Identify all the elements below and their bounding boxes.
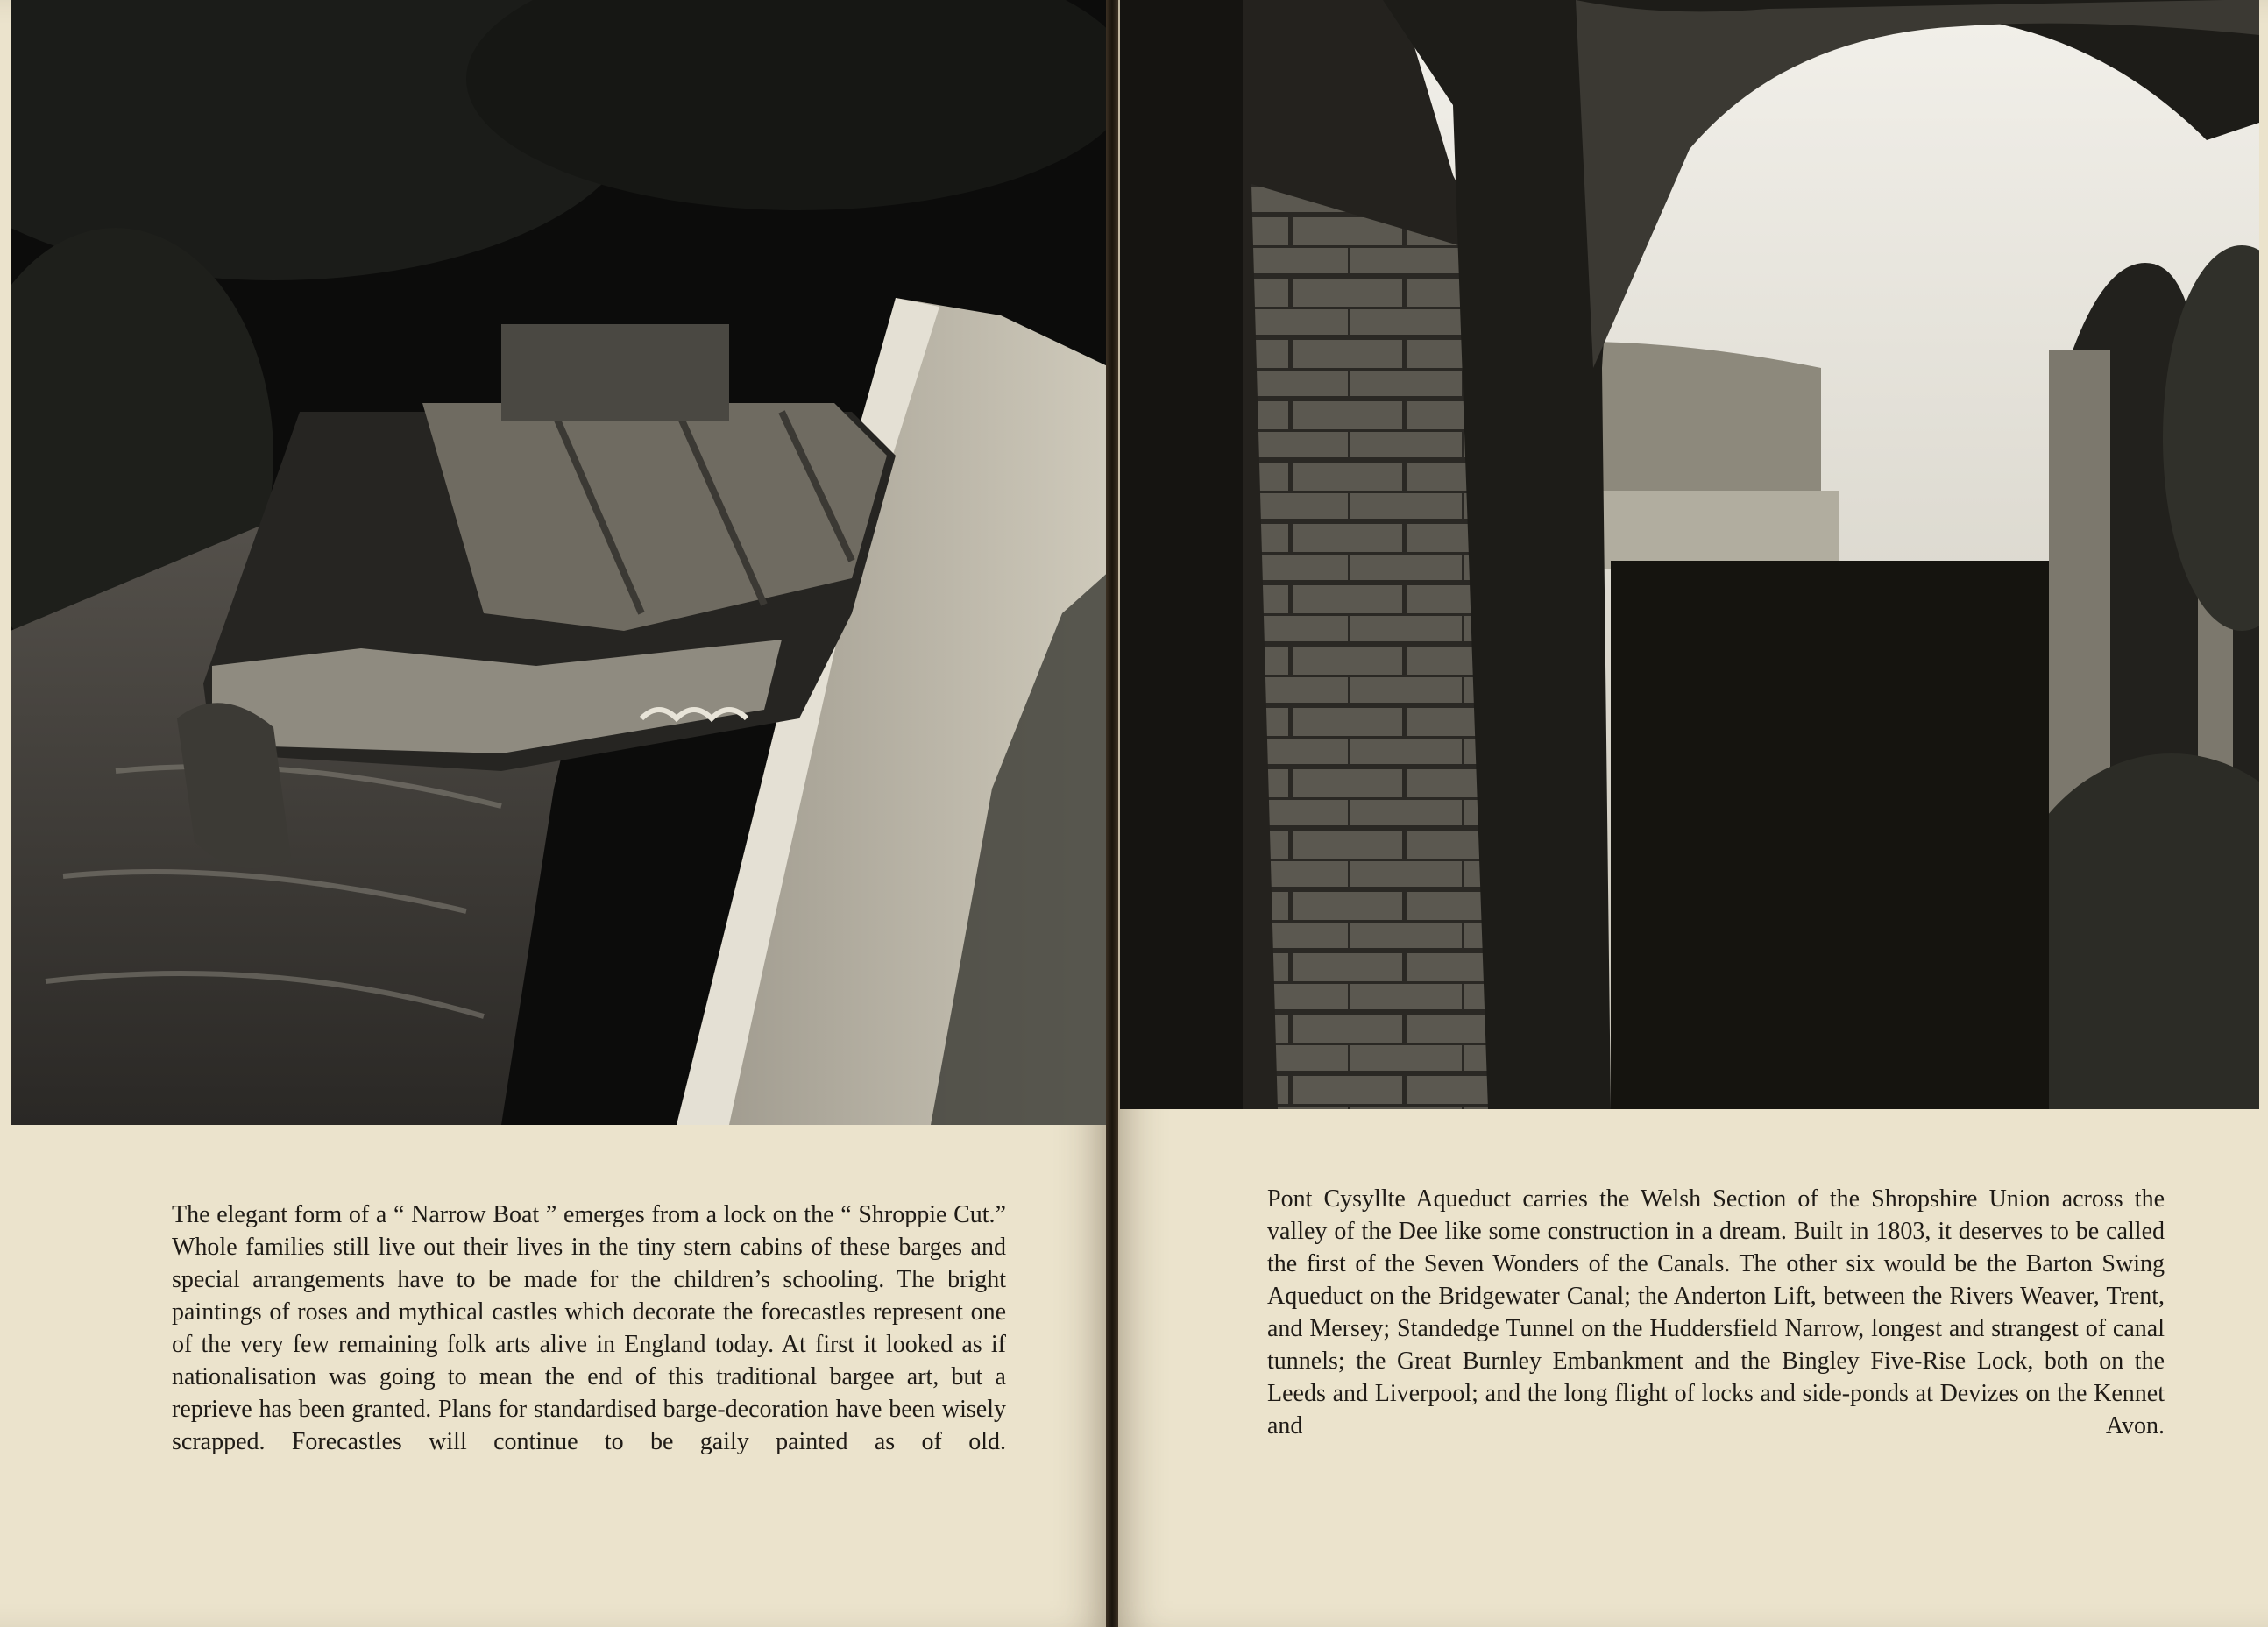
left-page	[0, 0, 1111, 1627]
aqueduct-photo	[1120, 0, 2259, 1109]
narrow-boat-photo	[11, 0, 1111, 1125]
narrow-boat-caption: The elegant form of a “ Narrow Boat ” emerges from a lock on the “ Shroppie Cut.” Whole families still live out their lives in the tiny stern cabins of these barges and special arrangements have to be made for the children’s schooling. The bright paintings of roses and mythical castles which decorate the forecastles represent one of the very few remaining folk arts alive in England today. At first it looked as if nationalisation was going to mean the end of this traditional bargee art, but a reprieve has been granted. Plans for standardised barge-decoration have been wisely scrapped. Forecastles will continue to be gaily painted as of old.	[172, 1201, 1006, 1455]
aqueduct-caption: Pont Cysyllte Aqueduct carries the Welsh Section of the Shropshire Union across the valley of the Dee like some construction in a dream. Built in 1803, it deserves to be called the first of the Seven Wonders of the Canals. The other six would be the Barton Swing Aqueduct on the Bridgewater Canal; the Anderton Lift, between the Rivers Weaver, Trent, and Mersey; Standedge Tunnel on the Huddersfield Narrow, longest and strangest of canal tunnels; the Great Burnley Embankment and the Bingley Five-Rise Lock, both on the Leeds and Liverpool; and the long flight of locks and side-ponds at Devizes on the Kennet and Avon.	[1267, 1185, 2165, 1440]
right-page	[1111, 0, 2268, 1627]
book-gutter	[1106, 0, 1118, 1627]
